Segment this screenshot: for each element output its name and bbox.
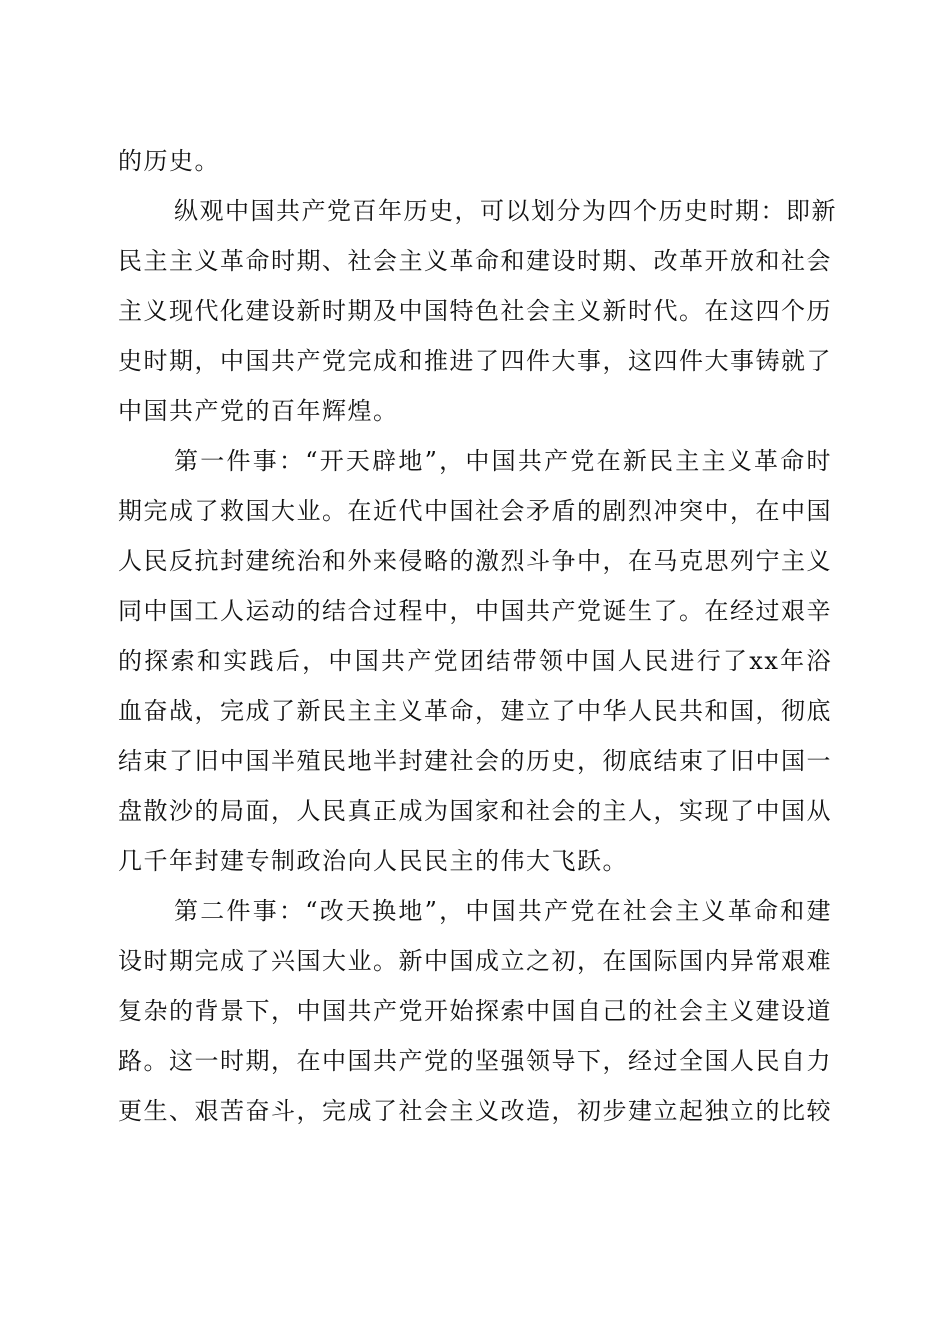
text-line: 盘散沙的局面，人民真正成为国家和社会的主人，实现了中国从 xyxy=(118,797,832,825)
paragraph-first-line: 纵观中国共产党百年历史，可以划分为四个历史时期：即新 xyxy=(174,197,837,225)
text-line: 的历史。 xyxy=(118,147,220,175)
text-line: 的探索和实践后，中国共产党团结带领中国人民进行了xx年浴 xyxy=(118,647,832,675)
text-line: 路。这一时期，在中国共产党的坚强领导下，经过全国人民自力 xyxy=(118,1047,832,1075)
text-line: 几千年封建专制政治向人民民主的伟大飞跃。 xyxy=(118,847,628,875)
text-line: 民主主义革命时期、社会主义革命和建设时期、改革开放和社会 xyxy=(118,247,832,275)
paragraph-first-line: 第一件事：“开天辟地”，中国共产党在新民主主义革命时 xyxy=(174,447,832,475)
document-body xyxy=(118,136,837,1136)
text-line: 血奋战，完成了新民主主义革命，建立了中华人民共和国，彻底 xyxy=(118,697,832,725)
paragraph-first-line: 第二件事：“改天换地”，中国共产党在社会主义革命和建 xyxy=(174,897,832,925)
text-line: 史时期，中国共产党完成和推进了四件大事，这四件大事铸就了 xyxy=(118,347,832,375)
text-line: 同中国工人运动的结合过程中，中国共产党诞生了。在经过艰辛 xyxy=(118,597,832,625)
text-line: 设时期完成了兴国大业。新中国成立之初，在国际国内异常艰难 xyxy=(118,947,832,975)
text-line: 期完成了救国大业。在近代中国社会矛盾的剧烈冲突中，在中国 xyxy=(118,497,832,525)
text-line: 主义现代化建设新时期及中国特色社会主义新时代。在这四个历 xyxy=(118,297,832,325)
text-line: 更生、艰苦奋斗，完成了社会主义改造，初步建立起独立的比较 xyxy=(118,1097,832,1125)
text-line: 中国共产党的百年辉煌。 xyxy=(118,397,399,425)
text-line: 复杂的背景下，中国共产党开始探索中国自己的社会主义建设道 xyxy=(118,997,832,1025)
text-line: 结束了旧中国半殖民地半封建社会的历史，彻底结束了旧中国一 xyxy=(118,747,832,775)
text-line: 人民反抗封建统治和外来侵略的激烈斗争中，在马克思列宁主义 xyxy=(118,547,832,575)
